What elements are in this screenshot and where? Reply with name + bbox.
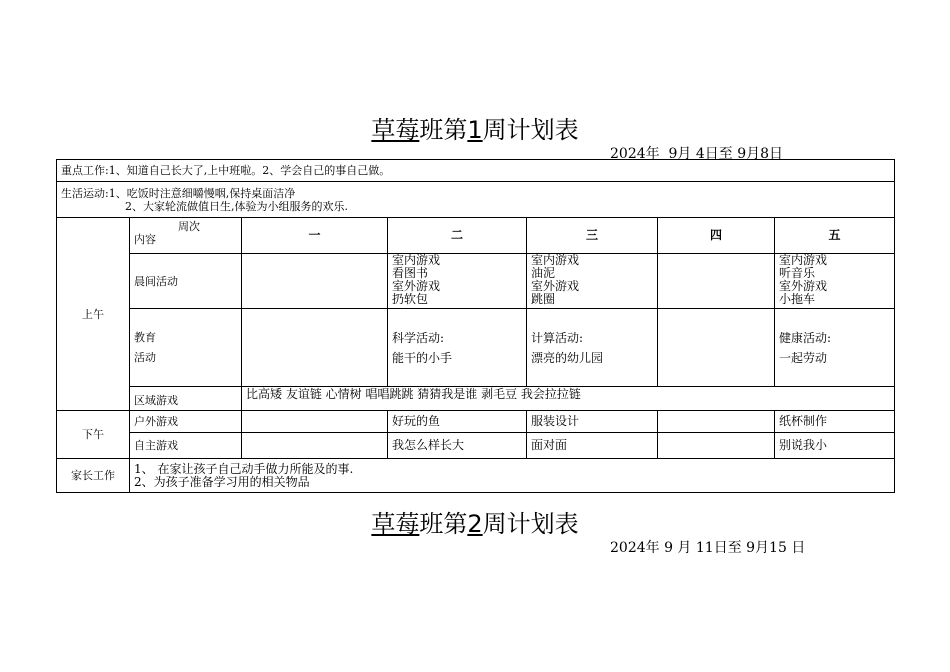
title-part: 班第	[419, 116, 468, 144]
edu-label-2: 活动	[134, 350, 156, 364]
morning-thu	[658, 254, 775, 309]
self-fri: 别说我小	[775, 433, 895, 459]
morning-item: 室内游戏	[779, 253, 828, 267]
edu-item: 科学活动:	[392, 330, 445, 345]
edu-thu	[658, 309, 775, 387]
title-suffix: 周计划表	[482, 510, 579, 538]
week2-date: 2024年 9 月 11日至 9月15 日	[610, 540, 806, 556]
outdoor-label: 户外游戏	[130, 411, 242, 433]
self-wed: 面对面	[527, 433, 658, 459]
morning-item: 听音乐	[779, 266, 816, 280]
outdoor-tue: 好玩的鱼	[388, 411, 527, 433]
header-content: 内容	[134, 233, 156, 246]
edu-fri	[775, 309, 895, 387]
morning-tue	[388, 254, 527, 309]
self-thu	[658, 433, 775, 459]
title-part: 班第	[419, 510, 468, 538]
edu-item: 健康活动:	[779, 330, 832, 345]
morning-item: 扔软包	[392, 292, 429, 306]
self-label: 自主游戏	[130, 433, 242, 459]
parent-item-2: 2、为孩子准备学习用的相关物品	[134, 474, 310, 489]
week-number: 1	[467, 116, 483, 144]
morning-wed	[527, 254, 658, 309]
focus-work: 重点工作:1、知道自己长大了,上中班啦。2、学会自己的事自己做。	[57, 160, 895, 182]
self-tue: 我怎么样长大	[388, 433, 527, 459]
outdoor-mon	[242, 411, 388, 433]
edu-wed	[527, 309, 658, 387]
class-name: 草莓	[371, 116, 420, 144]
morning-item: 室外游戏	[392, 279, 441, 293]
self-mon	[242, 433, 388, 459]
week1-date: 2024年 9月 4日至 9月8日	[610, 146, 784, 162]
area-label: 区域游戏	[130, 387, 242, 411]
edu-tue	[388, 309, 527, 387]
morning-item: 看图书	[392, 266, 429, 280]
area-games: 比高矮 友谊链 心情树 唱唱跳跳 猜猜我是谁 剥毛豆 我会拉拉链	[242, 387, 895, 411]
outdoor-wed: 服装设计	[527, 411, 658, 433]
morning-item: 室内游戏	[531, 253, 580, 267]
week1-plan-table	[56, 159, 895, 493]
morning-fri	[775, 254, 895, 309]
title-suffix: 周计划表	[482, 116, 579, 144]
morning-label: 晨间活动	[130, 254, 242, 309]
day-1: 一	[242, 218, 388, 254]
week2-title	[0, 504, 950, 539]
morning-item: 小拖车	[779, 292, 816, 306]
morning-item: 室外游戏	[779, 279, 828, 293]
day-3: 三	[527, 218, 658, 254]
parent-item-1: 1、 在家让孩子自己动手做力所能及的事.	[134, 461, 354, 476]
outdoor-fri: 纸杯制作	[775, 411, 895, 433]
edu-item: 一起劳动	[779, 350, 828, 365]
morning-mon	[242, 254, 388, 309]
day-5: 五	[775, 218, 895, 254]
outdoor-thu	[658, 411, 775, 433]
morning-item: 室外游戏	[531, 279, 580, 293]
edu-item: 能干的小手	[392, 350, 453, 365]
header-week: 周次	[178, 220, 200, 233]
edu-mon	[242, 309, 388, 387]
morning-item: 室内游戏	[392, 253, 441, 267]
morning-item: 跳圈	[531, 292, 556, 306]
life-item-1: 生活运动:1、吃饭时注意细嚼慢咽,保持桌面洁净	[61, 186, 296, 200]
parent-label: 家长工作	[57, 459, 130, 493]
life-item-2: 2、大家轮流做值日生,体验为小组服务的欢乐.	[125, 199, 348, 213]
pm-label: 下午	[57, 411, 130, 459]
edu-item: 漂亮的幼儿园	[531, 350, 604, 365]
week1-title	[0, 110, 950, 145]
edu-item: 计算活动:	[531, 330, 584, 345]
day-4: 四	[658, 218, 775, 254]
am-label: 上午	[57, 218, 130, 411]
day-2: 二	[388, 218, 527, 254]
class-name: 草莓	[371, 510, 420, 538]
morning-item: 油泥	[531, 266, 556, 280]
edu-label-1: 教育	[134, 330, 156, 344]
week-number: 2	[467, 510, 483, 538]
